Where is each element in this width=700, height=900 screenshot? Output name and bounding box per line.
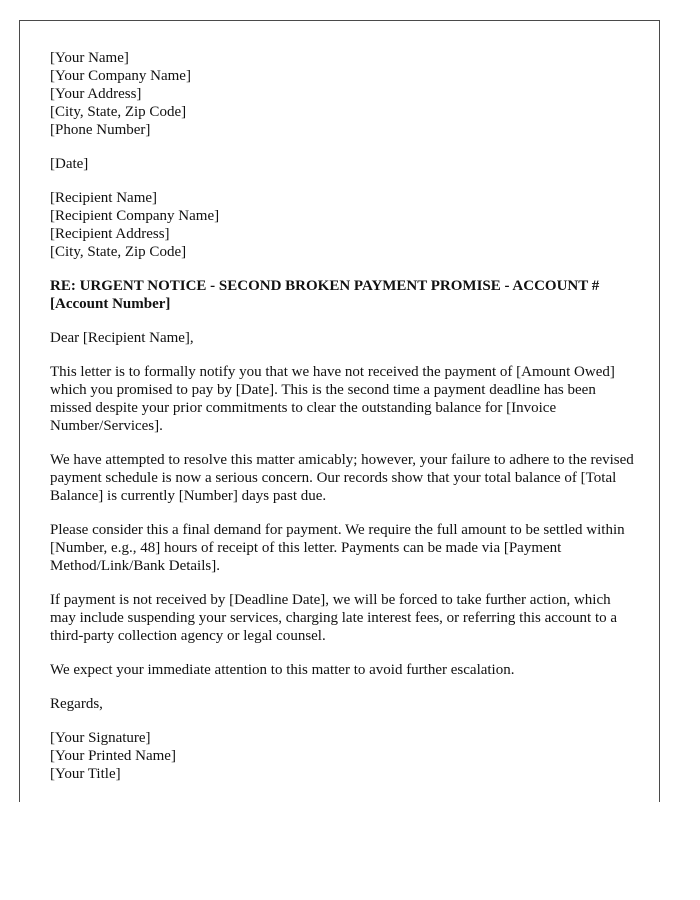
letter-date: [Date] — [50, 156, 89, 172]
sender-company: [Your Company Name] — [50, 68, 191, 84]
sender-block — [50, 49, 635, 139]
letter-page — [19, 20, 660, 802]
closing: Regards, — [50, 696, 103, 712]
sender-city-state-zip: [City, State, Zip Code] — [50, 104, 187, 120]
recipient-address: [Recipient Address] — [50, 226, 170, 242]
signature-line: [Your Signature] — [50, 730, 151, 746]
recipient-block — [50, 189, 635, 261]
body-paragraph-4: If payment is not received by [Deadline Date], we will be forced to take further action, which may include suspending your services, charging late interest fees, or referring this account to a third-party collection agency or legal counsel. — [50, 592, 618, 644]
signature-block — [50, 729, 635, 783]
salutation: Dear [Recipient Name], — [50, 330, 194, 346]
body-paragraph-2: We have attempted to resolve this matter amicably; however, your failure to adhere to the revised payment schedule is now a serious concern. Our records show that your total balance of [Total Balance] is currently [Number] days past due. — [50, 452, 634, 504]
body-paragraph-1: This letter is to formally notify you that we have not received the payment of [Amount Owed] which you promised to pay by [Date]. This is the second time a payment deadline has been missed despite your prior commitments to clear the outstanding balance for [Invoice Number/Services]. — [50, 364, 615, 434]
recipient-company: [Recipient Company Name] — [50, 208, 220, 224]
printed-name: [Your Printed Name] — [50, 748, 176, 764]
recipient-city-state-zip: [City, State, Zip Code] — [50, 244, 187, 260]
date-block — [50, 155, 635, 173]
recipient-name: [Recipient Name] — [50, 190, 158, 206]
signer-title: [Your Title] — [50, 766, 121, 782]
sender-phone: [Phone Number] — [50, 122, 151, 138]
letter-content — [50, 49, 635, 799]
subject-line: RE: URGENT NOTICE - SECOND BROKEN PAYMENT PROMISE - ACCOUNT #[Account Number] — [50, 278, 600, 312]
body-paragraph-5: We expect your immediate attention to this matter to avoid further escalation. — [50, 662, 515, 678]
body-paragraph-3: Please consider this a final demand for payment. We require the full amount to be settled within [Number, e.g., 48] hours of receipt of this letter. Payments can be made via [Payment Method/Link/Bank Details]. — [50, 522, 625, 574]
sender-address: [Your Address] — [50, 86, 142, 102]
sender-name: [Your Name] — [50, 50, 129, 66]
